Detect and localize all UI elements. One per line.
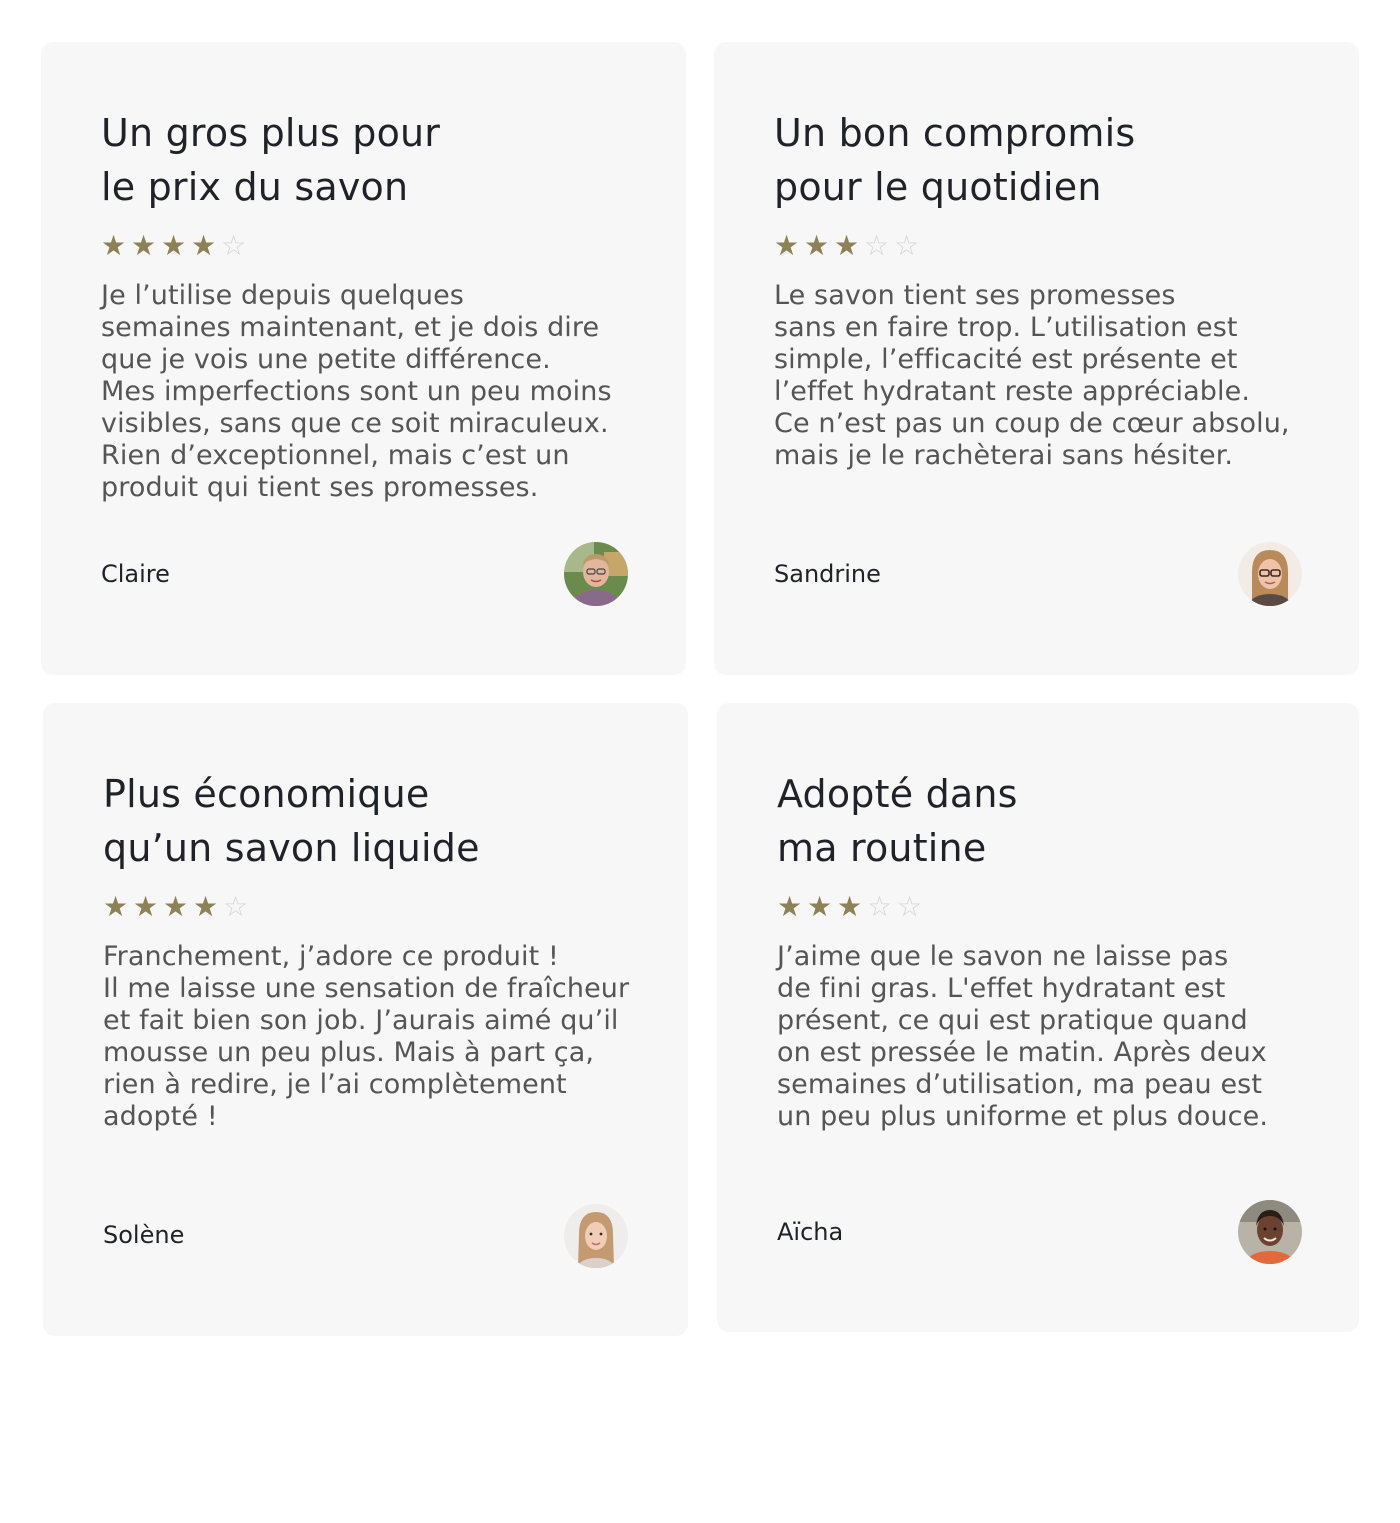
star-filled-icon: ★	[193, 890, 219, 923]
review-card	[43, 703, 688, 1336]
review-title: Un bon compromis pour le quotidien	[774, 111, 1136, 209]
review-card	[717, 703, 1359, 1332]
avatar	[1238, 1200, 1302, 1264]
star-filled-icon: ★	[101, 229, 127, 262]
review-title: Plus économique qu’un savon liquide	[103, 772, 480, 870]
review-card	[41, 42, 686, 675]
review-author: Sandrine	[774, 560, 881, 588]
star-rating	[101, 231, 630, 261]
review-text: Franchement, j’adore ce produit ! Il me laisse une sensation de fraîcheur et fait bien son job. J’aurais aimé qu’il mousse un peu plus. Mais à part ça, rien à redire, je l’ai complètement adopté !	[103, 941, 630, 1132]
review-author: Claire	[101, 560, 170, 588]
star-rating	[777, 892, 1303, 922]
star-filled-icon: ★	[804, 229, 830, 262]
star-filled-icon: ★	[131, 229, 157, 262]
star-filled-icon: ★	[163, 890, 189, 923]
review-title: Adopté dans ma routine	[777, 772, 1018, 870]
star-empty-icon: ☆	[867, 890, 893, 923]
star-filled-icon: ★	[777, 890, 803, 923]
review-title: Un gros plus pour le prix du savon	[101, 111, 441, 209]
star-filled-icon: ★	[834, 229, 860, 262]
review-author: Solène	[103, 1221, 185, 1249]
review-card	[714, 42, 1359, 675]
review-text: J’aime que le savon ne laisse pas de fini gras. L'effet hydratant est présent, ce qui est pratique quand on est pressée le matin. Après deux semaines d’utilisation, ma peau est un peu plus uniforme et plus douce.	[777, 941, 1269, 1132]
star-filled-icon: ★	[103, 890, 129, 923]
star-filled-icon: ★	[774, 229, 800, 262]
star-empty-icon: ☆	[864, 229, 890, 262]
star-empty-icon: ☆	[221, 229, 247, 262]
review-author: Aïcha	[777, 1218, 844, 1246]
star-filled-icon: ★	[161, 229, 187, 262]
star-filled-icon: ★	[807, 890, 833, 923]
star-filled-icon: ★	[133, 890, 159, 923]
avatar	[564, 542, 628, 606]
review-text: Le savon tient ses promesses sans en faire trop. L’utilisation est simple, l’efficacité est présente et l’effet hydratant reste appréciable. Ce n’est pas un coup de cœur absolu, mais je le rachèterai sans hésiter.	[774, 280, 1290, 471]
star-filled-icon: ★	[191, 229, 217, 262]
star-empty-icon: ☆	[897, 890, 923, 923]
avatar	[1238, 542, 1302, 606]
avatar	[564, 1204, 628, 1268]
star-rating	[103, 892, 632, 922]
star-filled-icon: ★	[837, 890, 863, 923]
star-rating	[774, 231, 1303, 261]
star-empty-icon: ☆	[223, 890, 249, 923]
star-empty-icon: ☆	[894, 229, 920, 262]
review-text: Je l’utilise depuis quelques semaines maintenant, et je dois dire que je vois une petite différence. Mes imperfections sont un peu moins visibles, sans que ce soit miraculeux. Rien d’exceptionnel, mais c’est un produit qui tient ses promesses.	[101, 280, 612, 503]
